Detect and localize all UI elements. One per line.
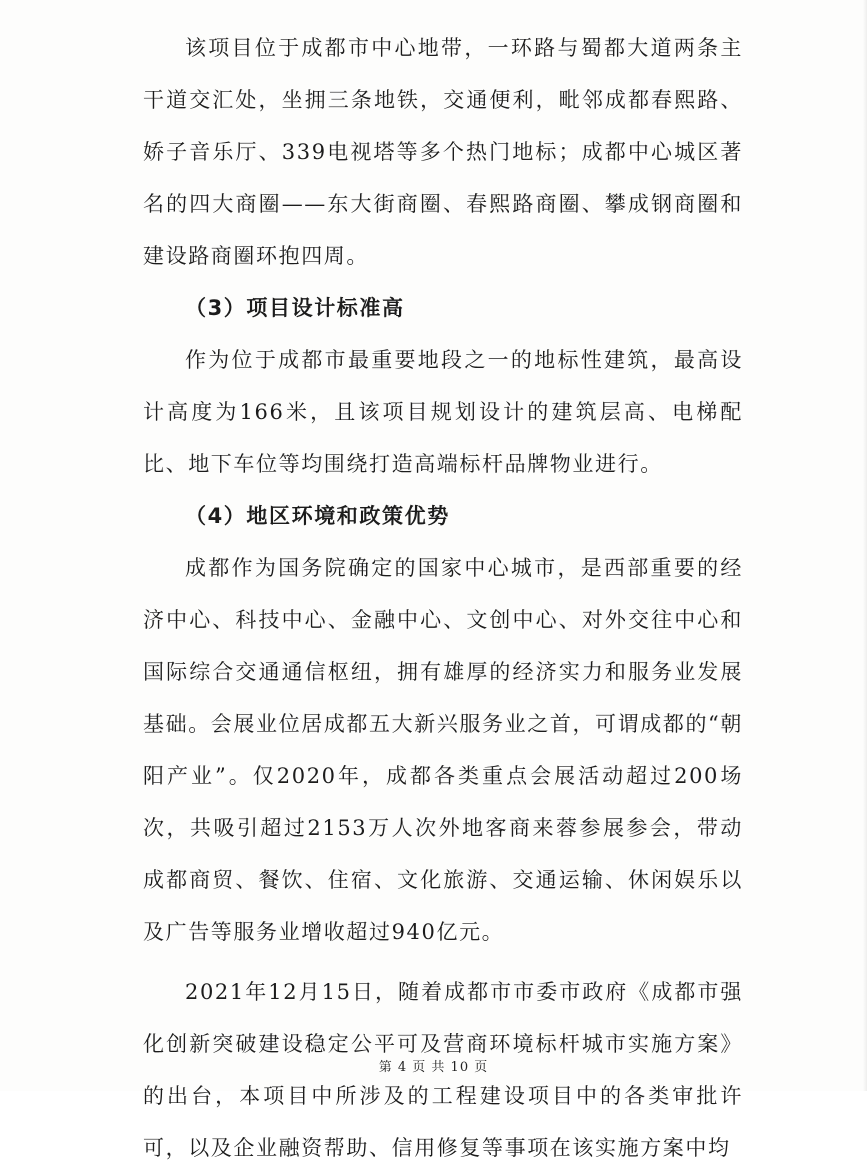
page-edge-shadow	[863, 0, 867, 1091]
document-body	[143, 22, 743, 1174]
paragraph-regional-economy: 成都作为国务院确定的国家中心城市，是西部重要的经济中心、科技中心、金融中心、文创中心、对外交往中心和国际综合交通通信枢纽，拥有雄厚的经济实力和服务业发展基础。会展业位居成都五大新兴服务业之首，可谓成都的“朝阳产业”。仅2020年，成都各类重点会展活动超过200场次，共吸引超过2153万人次外地客商来蓉参展参会，带动成都商贸、餐饮、住宿、文化旅游、交通运输、休闲娱乐以及广告等服务业增收超过940亿元。	[143, 556, 743, 944]
paragraph-design-standard: 作为位于成都市最重要地段之一的地标性建筑，最高设计高度为166米，且该项目规划设计的建筑层高、电梯配比、地下车位等均围绕打造高端标杆品牌物业进行。	[143, 348, 743, 476]
heading-regional-policy: （4）地区环境和政策优势	[185, 504, 450, 528]
heading-design-standard: （3）项目设计标准高	[185, 296, 405, 320]
paragraph-policy-plan: 2021年12月15日，随着成都市市委市政府《成都市强化创新突破建设稳定公平可及营商环境标杆城市实施方案》的出台，本项目中所涉及的工程建设项目中的各类审批许可，以及企业融资帮助、信用修复等事项在该实施方案中均	[143, 980, 743, 1160]
paragraph-location: 该项目位于成都市中心地带，一环路与蜀都大道两条主干道交汇处，坐拥三条地铁，交通便利，毗邻成都春熙路、娇子音乐厅、339电视塔等多个热门地标；成都中心城区著名的四大商圈——东大街商圈、春熙路商圈、攀成钢商圈和建设路商圈环抱四周。	[143, 36, 743, 268]
page-number-footer: 第 4 页 共 10 页	[378, 1060, 489, 1075]
